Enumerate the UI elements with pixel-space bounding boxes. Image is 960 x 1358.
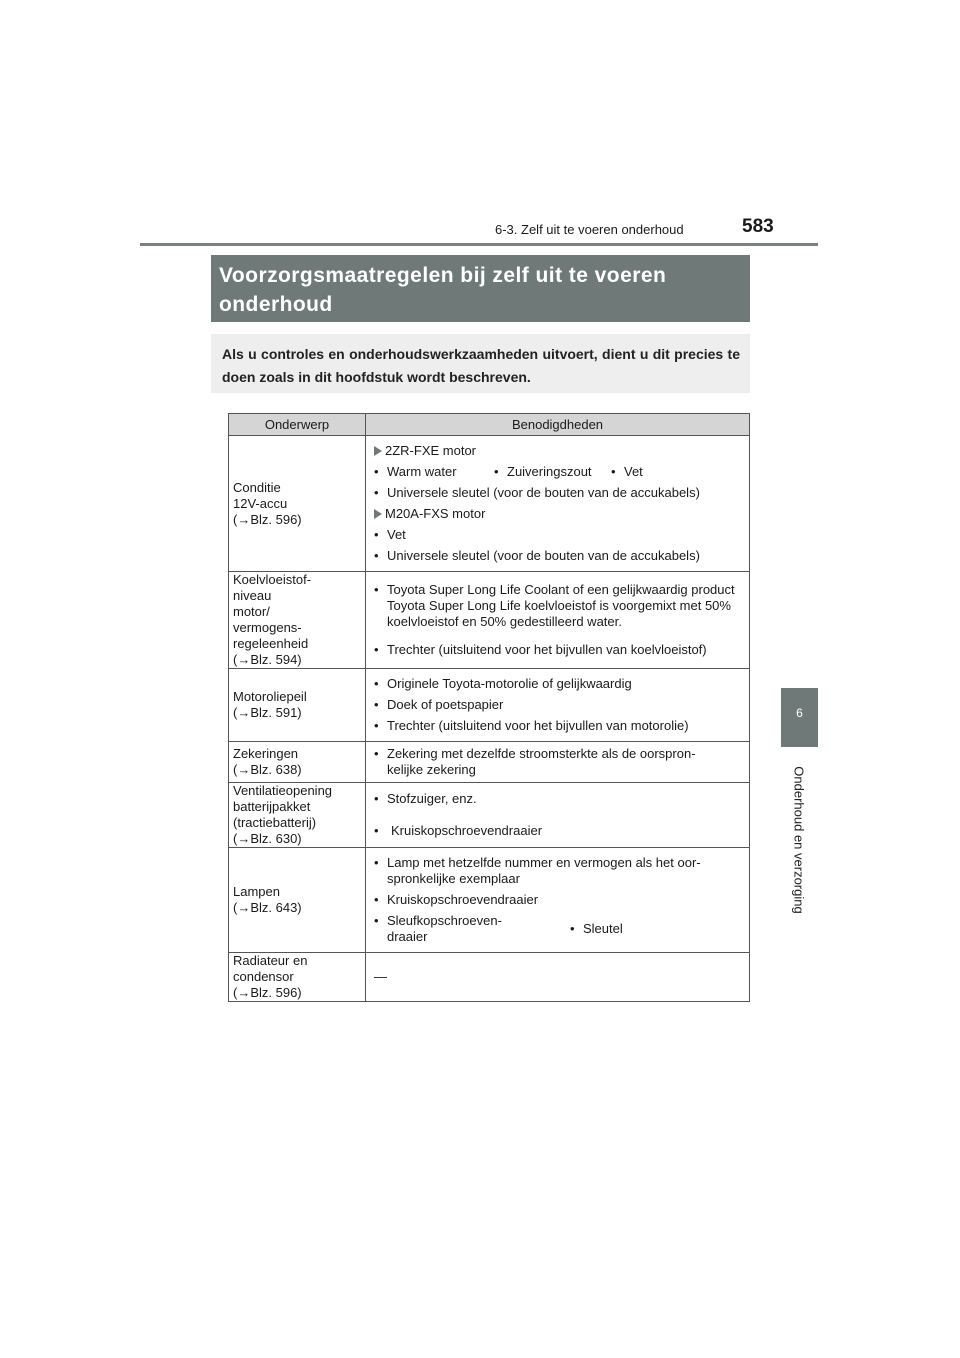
engine-heading xyxy=(374,443,749,459)
page-ref: (→Blz. 591) xyxy=(233,705,302,720)
bullet: • xyxy=(374,464,379,479)
header-subject: Onderwerp xyxy=(229,414,366,436)
list-item xyxy=(374,823,749,839)
page-ref: (→Blz. 594) xyxy=(233,652,302,667)
subject-line: Koelvloeistof- xyxy=(233,572,312,587)
subject-cell xyxy=(229,669,366,742)
bullet: • xyxy=(374,527,379,542)
page-number: 583 xyxy=(742,216,774,237)
bullet: • xyxy=(611,464,616,479)
page-title xyxy=(211,255,750,322)
list-item-text: Originele Toyota-motorolie of gelijkwaardig xyxy=(387,676,632,691)
subject-line: Motoroliepeil xyxy=(233,689,307,704)
intro-text: Als u controles en onderhoudswerkzaamheden uitvoert, dient u dit precies te doen zoals in dit hoofdstuk wordt beschreven. xyxy=(211,334,750,393)
chapter-tab xyxy=(781,688,818,747)
table-row xyxy=(229,848,750,953)
page-ref: (→Blz. 596) xyxy=(233,985,302,1000)
list-item xyxy=(374,697,749,713)
subject-cell xyxy=(229,436,366,572)
list-item-text: Universele sleutel (voor de bouten van de accukabels) xyxy=(387,548,700,563)
triangle-bullet-icon xyxy=(374,446,382,456)
subject-line: Lampen xyxy=(233,884,280,899)
subject-cell xyxy=(229,848,366,953)
bullet: • xyxy=(374,718,379,733)
subject-line: regeleenheid xyxy=(233,636,309,651)
list-item-text: Vet xyxy=(387,527,406,542)
table-row xyxy=(229,953,750,1002)
bullet: • xyxy=(374,676,379,691)
no-tools-dash: — xyxy=(374,969,387,984)
bullet: • xyxy=(374,642,379,657)
subject-line: Conditie xyxy=(233,479,281,495)
bullet: • xyxy=(374,913,379,928)
subject-line: 12V-accu xyxy=(233,495,288,511)
bullet: • xyxy=(570,921,575,936)
bullet: • xyxy=(374,697,379,712)
chapter-number: 6 xyxy=(796,706,803,720)
subject-line: condensor xyxy=(233,969,294,984)
header-rule xyxy=(140,243,818,246)
engine-label: 2ZR-FXE motor xyxy=(385,443,477,458)
list-item: Zuiveringszout xyxy=(507,464,592,479)
title-line-1: Voorzorgsmaatregelen bij zelf uit te voeren xyxy=(219,264,667,287)
tools-cell xyxy=(366,848,750,953)
table-row xyxy=(229,783,750,848)
list-item-text: Zekering met dezelfde stroomsterkte als de oorspron- kelijke zekering xyxy=(387,746,696,777)
tools-cell xyxy=(366,669,750,742)
tools-cell xyxy=(366,742,750,783)
header-tools: Benodigdheden xyxy=(366,414,750,436)
tools-cell xyxy=(366,783,750,848)
item-group xyxy=(374,464,749,480)
list-item xyxy=(374,791,749,807)
page-ref: (→Blz. 596) xyxy=(233,511,302,527)
bullet: • xyxy=(374,746,379,761)
list-item xyxy=(374,548,749,564)
bullet: • xyxy=(374,855,379,870)
subject-line: Ventilatieopening xyxy=(233,783,333,798)
tools-cell xyxy=(366,572,750,669)
tools-table xyxy=(228,413,750,1002)
list-item xyxy=(374,676,749,692)
subject-cell xyxy=(229,783,366,848)
bullet: • xyxy=(374,892,379,907)
section-heading: 6-3. Zelf uit te voeren onderhoud xyxy=(495,222,684,237)
list-item xyxy=(374,527,749,543)
triangle-bullet-icon xyxy=(374,509,382,519)
page-ref: (→Blz. 638) xyxy=(233,762,302,777)
subject-line: batterijpakket xyxy=(233,799,311,814)
subject-line: (tractiebatterij) xyxy=(233,815,317,830)
tools-cell xyxy=(366,436,750,572)
list-item: Sleutel xyxy=(583,921,623,936)
subject-line: Zekeringen xyxy=(233,746,299,761)
list-item-text: Toyota Super Long Life Coolant of een gelijkwaardig product Toyota Super Long Life koelvloeistof is voorgemixt met 50% koelvloeistof en 50% gedestilleerd water. xyxy=(387,582,735,629)
subject-cell xyxy=(229,742,366,783)
list-item-text: Kruiskopschroevendraaier xyxy=(391,823,543,838)
subject-line: vermogens- xyxy=(233,620,302,635)
table-row xyxy=(229,669,750,742)
list-item xyxy=(374,746,749,778)
list-item xyxy=(374,892,749,908)
bullet: • xyxy=(374,548,379,563)
list-item-text: Doek of poetspapier xyxy=(387,697,504,712)
subject-line: motor/ xyxy=(233,604,270,619)
list-item xyxy=(374,718,749,734)
list-item-text: Universele sleutel (voor de bouten van de accukabels) xyxy=(387,485,700,500)
bullet: • xyxy=(374,791,379,806)
page-ref: (→Blz. 630) xyxy=(233,831,302,846)
table-row xyxy=(229,436,750,572)
list-item-text: Lamp met hetzelfde nummer en vermogen als het oor- spronkelijke exemplaar xyxy=(387,855,701,886)
subject-line: niveau xyxy=(233,588,272,603)
list-item-text: Trechter (uitsluitend voor het bijvullen van koelvloeistof) xyxy=(387,642,707,657)
table-header-row xyxy=(229,414,750,436)
subject-line: Radiateur en xyxy=(233,953,308,968)
list-item-text: Kruiskopschroevendraaier xyxy=(387,892,539,907)
list-item xyxy=(374,485,749,501)
bullet: • xyxy=(374,582,379,597)
engine-label: M20A-FXS motor xyxy=(385,506,486,521)
list-item xyxy=(374,855,749,887)
list-item: Warm water xyxy=(387,464,457,479)
list-item-text: Trechter (uitsluitend voor het bijvullen van motorolie) xyxy=(387,718,689,733)
item-group xyxy=(374,913,749,945)
subject-cell xyxy=(229,572,366,669)
list-item xyxy=(374,642,749,658)
table-row xyxy=(229,742,750,783)
bullet: • xyxy=(374,823,379,838)
list-item-text: Stofzuiger, enz. xyxy=(387,791,477,806)
table-row xyxy=(229,572,750,669)
list-item: Vet xyxy=(624,464,643,479)
list-item xyxy=(374,582,749,630)
bullet: • xyxy=(374,485,379,500)
list-item: Sleufkopschroeven- draaier xyxy=(387,913,502,944)
title-line-2: onderhoud xyxy=(219,293,333,316)
bullet: • xyxy=(494,464,499,479)
subject-cell xyxy=(229,953,366,1002)
chapter-label: Onderhoud en verzorging xyxy=(791,766,807,914)
engine-heading xyxy=(374,506,749,522)
page-ref: (→Blz. 643) xyxy=(233,900,302,915)
tools-cell xyxy=(366,953,750,1002)
